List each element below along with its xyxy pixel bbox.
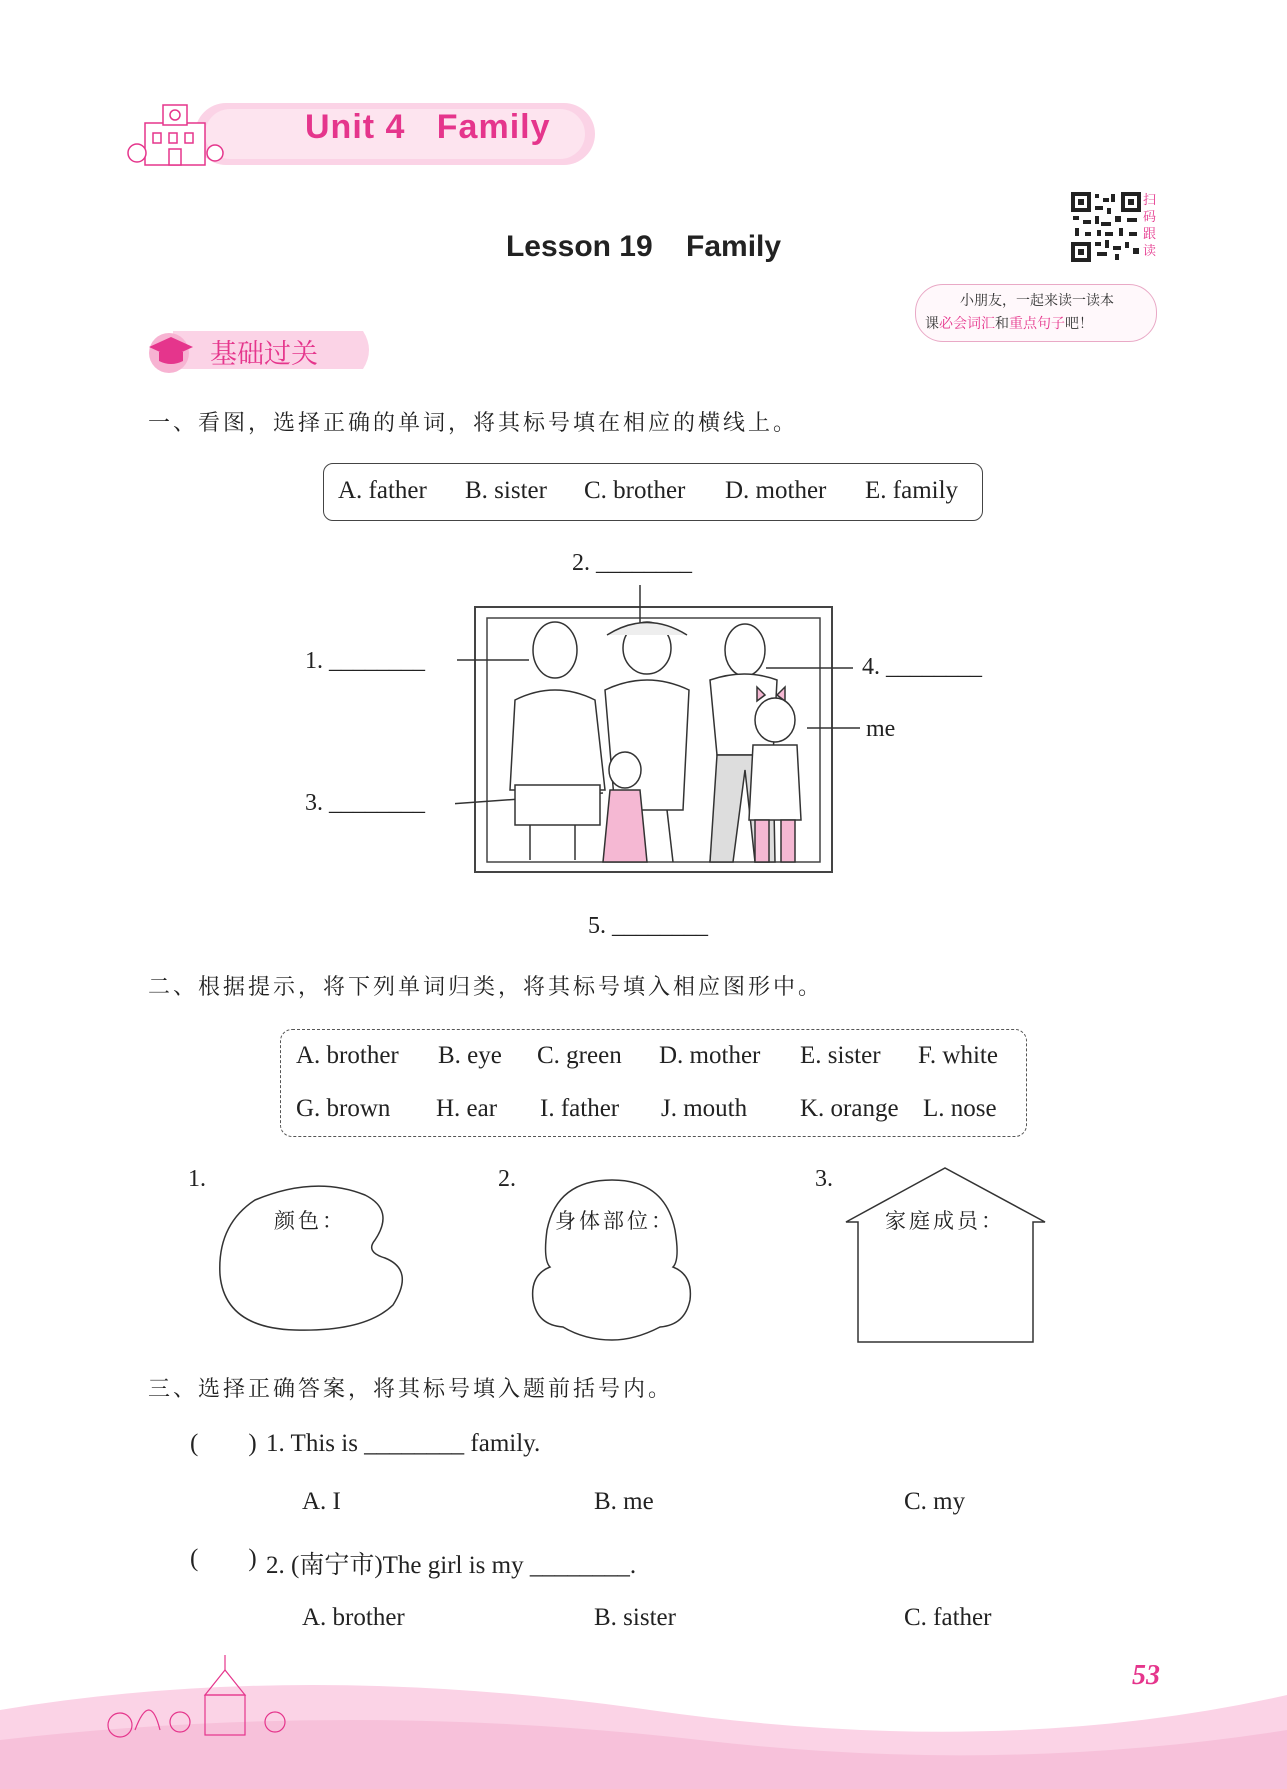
q2-shape-number: 2. (498, 1166, 516, 1192)
qr-label-char: 码 (1143, 210, 1157, 225)
q1-option: B. sister (465, 477, 547, 504)
choice-a[interactable]: A. I (302, 1488, 341, 1515)
unit-title: Unit 4 Family (305, 108, 551, 146)
q1-label-me: me (866, 716, 896, 742)
q2-shape-label: 身体部位： (555, 1209, 675, 1233)
q1-blank-5[interactable]: 5. ________ (588, 913, 708, 939)
q1-instruction: 一、看图，选择正确的单词，将其标号填在相应的横线上。 (148, 411, 799, 436)
q2-word: D. mother (659, 1042, 761, 1069)
question-stem: 1. This is ________ family. (266, 1430, 541, 1457)
bubble-line-1: 小朋友，一起来读一读本 (960, 293, 1114, 309)
choice-c[interactable]: C. father (904, 1604, 992, 1631)
qr-label (1143, 192, 1159, 260)
choice-b[interactable]: B. sister (594, 1604, 676, 1631)
q1-blank-2[interactable]: 2. ________ (572, 550, 692, 576)
q2-word: G. brown (296, 1095, 391, 1122)
bubble-text: 吧！ (1065, 316, 1093, 332)
q2-word: F. white (918, 1042, 998, 1069)
q2-word: B. eye (438, 1042, 502, 1069)
body-part-head-shape[interactable] (525, 1175, 700, 1345)
lesson-title: Lesson 19 Family (505, 230, 782, 263)
choice-a[interactable]: A. brother (302, 1604, 405, 1631)
q1-option: C. brother (584, 477, 686, 504)
q1-blank-4[interactable]: 4. ________ (862, 654, 982, 680)
qr-code-icon[interactable] (1071, 192, 1141, 262)
color-palette-shape[interactable] (215, 1180, 415, 1335)
question-stem: 2. (南宁市)The girl is my ________. (266, 1552, 637, 1579)
family-photo (455, 580, 875, 895)
choice-c[interactable]: C. my (904, 1488, 966, 1515)
bubble-highlight: 重点句子 (1009, 316, 1065, 332)
section-title: 基础过关 (210, 339, 318, 370)
q3-instruction: 三、选择正确答案，将其标号填入题前括号内。 (148, 1377, 674, 1402)
answer-paren[interactable]: ( ) (190, 1430, 257, 1457)
choice-b[interactable]: B. me (594, 1488, 654, 1515)
bubble-line-2 (925, 313, 1093, 333)
qr-label-char: 读 (1143, 244, 1157, 259)
sister-figure (603, 752, 647, 862)
q2-word: A. brother (296, 1042, 399, 1069)
q2-word: C. green (537, 1042, 622, 1069)
q2-word: L. nose (923, 1095, 997, 1122)
q1-blank-3[interactable]: 3. ________ (305, 790, 425, 816)
q2-word: H. ear (436, 1095, 498, 1122)
qr-label-char: 扫 (1143, 193, 1157, 208)
q1-option: A. father (338, 477, 427, 504)
bubble-text: 和 (995, 316, 1009, 332)
q1-option: D. mother (725, 477, 827, 504)
q1-blank-1[interactable]: 1. ________ (305, 648, 425, 674)
answer-paren[interactable]: ( ) (190, 1545, 257, 1572)
q2-word: J. mouth (661, 1095, 748, 1122)
q2-shape-label: 颜色： (274, 1209, 346, 1233)
q2-word: E. sister (800, 1042, 881, 1069)
family-house-shape[interactable] (843, 1166, 1048, 1346)
footer-decoration (0, 1600, 1287, 1789)
bubble-text: 课 (925, 316, 939, 332)
q2-shape-number: 3. (815, 1166, 833, 1192)
bubble-highlight: 必会词汇 (939, 316, 995, 332)
qr-label-char: 跟 (1143, 227, 1157, 242)
page-number: 53 (1132, 1660, 1160, 1691)
q2-shape-label: 家庭成员： (885, 1209, 1005, 1233)
q2-word: I. father (540, 1095, 620, 1122)
q1-option: E. family (865, 477, 959, 504)
q2-shape-number: 1. (188, 1166, 206, 1192)
q2-word: K. orange (800, 1095, 899, 1122)
q2-instruction: 二、根据提示，将下列单词归类，将其标号填入相应图形中。 (148, 975, 824, 1000)
